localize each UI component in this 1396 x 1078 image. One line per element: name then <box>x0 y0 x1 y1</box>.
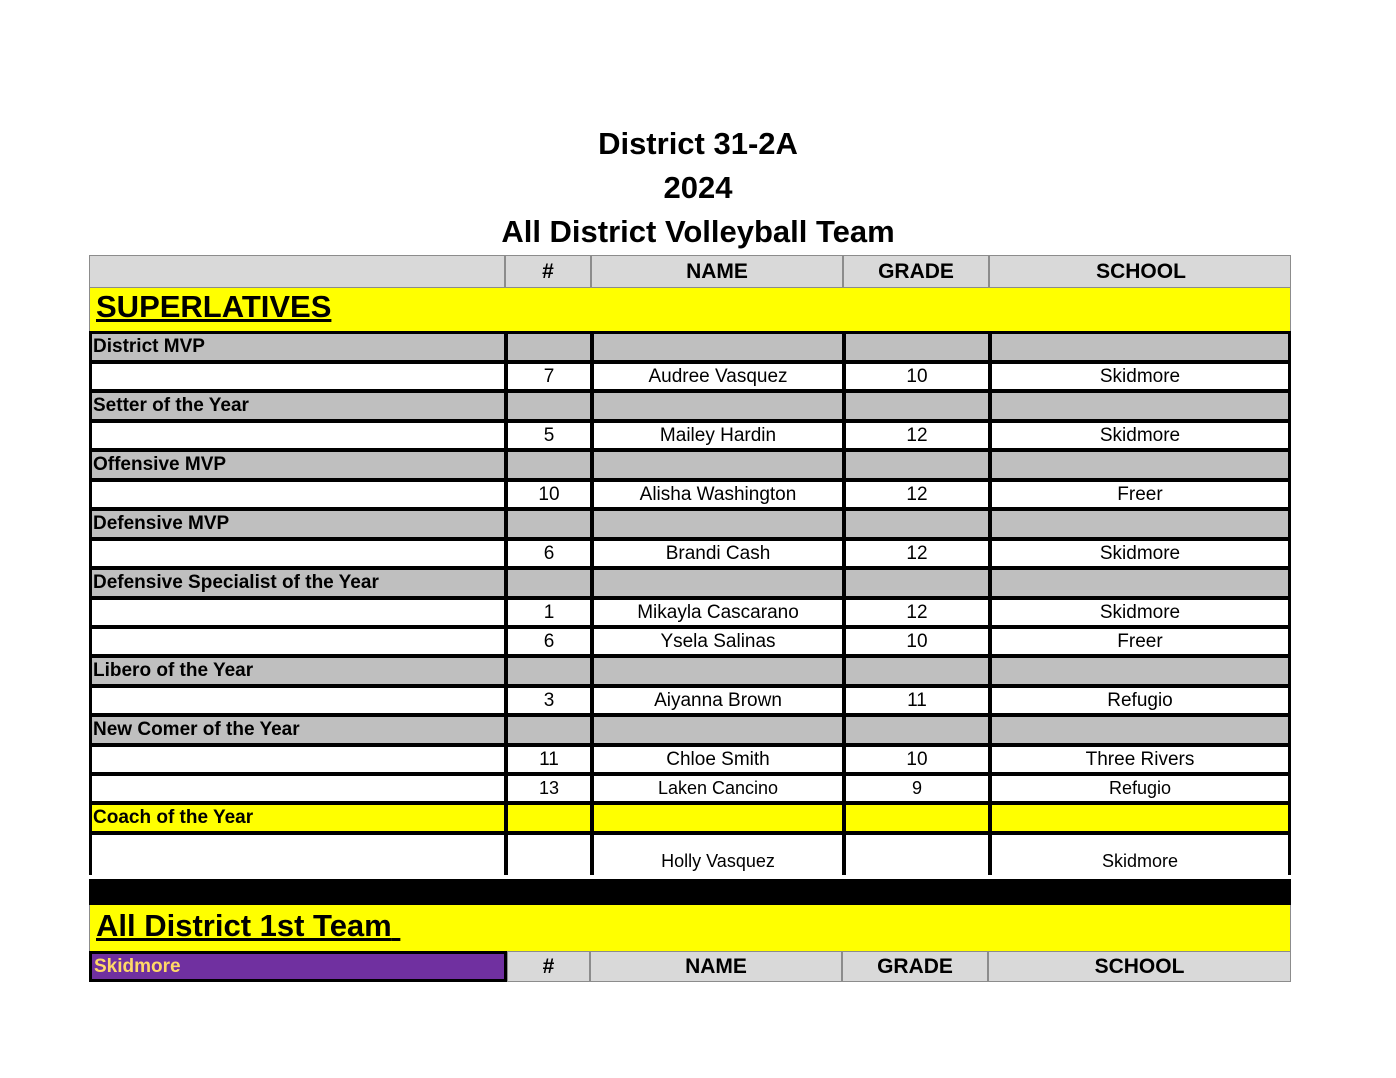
category-label: District MVP <box>92 334 504 360</box>
player-name: Mikayla Cascarano <box>594 600 842 625</box>
category-row <box>92 393 1288 419</box>
volleyball-spreadsheet <box>89 255 1291 982</box>
category-label: Libero of the Year <box>92 658 504 684</box>
player-grade: 12 <box>846 541 988 566</box>
category-blank-cell <box>846 717 988 743</box>
section-divider-bar <box>89 879 1291 905</box>
category-label: Defensive Specialist of the Year <box>92 570 504 596</box>
player-blank-cell <box>92 482 504 507</box>
category-blank-cell <box>992 717 1288 743</box>
player-name: Audree Vasquez <box>594 364 842 389</box>
coach-category-row <box>92 805 1288 831</box>
category-blank-cell <box>508 334 590 360</box>
category-row <box>92 717 1288 743</box>
player-school: Freer <box>992 482 1288 507</box>
player-grade: 10 <box>846 364 988 389</box>
player-blank-cell <box>92 776 504 801</box>
player-number: 11 <box>508 747 590 772</box>
category-blank-cell <box>508 658 590 684</box>
superlatives-banner <box>89 288 1291 331</box>
category-blank-cell <box>508 570 590 596</box>
title-line-district: District 31-2A <box>598 126 798 161</box>
first-team-header-row <box>89 951 1291 982</box>
first-team-header-school: SCHOOL <box>989 951 1291 982</box>
player-blank-cell <box>92 629 504 654</box>
first-team-header-name: NAME <box>591 951 843 982</box>
category-label: Defensive MVP <box>92 511 504 537</box>
player-grade: 11 <box>846 688 988 713</box>
category-blank-cell <box>508 717 590 743</box>
player-number: 13 <box>508 776 590 801</box>
category-blank-cell <box>846 658 988 684</box>
player-name: Brandi Cash <box>594 541 842 566</box>
player-school: Refugio <box>992 776 1288 801</box>
category-row <box>92 334 1288 360</box>
category-blank-cell <box>846 452 988 478</box>
player-row <box>92 541 1288 566</box>
player-school: Three Rivers <box>992 747 1288 772</box>
player-grade: 10 <box>846 629 988 654</box>
player-school: Skidmore <box>992 364 1288 389</box>
category-label: Offensive MVP <box>92 452 504 478</box>
header-blank-cell <box>90 256 506 287</box>
player-number: 1 <box>508 600 590 625</box>
category-blank-cell <box>846 334 988 360</box>
category-blank-cell <box>846 393 988 419</box>
coach-number-cell <box>508 835 590 875</box>
player-number: 7 <box>508 364 590 389</box>
coach-blank-cell <box>846 805 988 831</box>
player-row <box>92 776 1288 801</box>
first-team-banner <box>89 905 1291 951</box>
player-name: Ysela Salinas <box>594 629 842 654</box>
category-blank-cell <box>594 658 842 684</box>
category-row <box>92 570 1288 596</box>
superlatives-block <box>89 331 1291 875</box>
player-school: Freer <box>992 629 1288 654</box>
player-row <box>92 600 1288 625</box>
player-blank-cell <box>92 688 504 713</box>
category-blank-cell <box>594 334 842 360</box>
category-row <box>92 452 1288 478</box>
player-number: 10 <box>508 482 590 507</box>
coach-blank-cell <box>508 805 590 831</box>
player-name: Mailey Hardin <box>594 423 842 448</box>
player-name: Laken Cancino <box>594 776 842 801</box>
player-grade: 9 <box>846 776 988 801</box>
coach-label: Coach of the Year <box>92 805 504 831</box>
coach-blank-cell <box>992 805 1288 831</box>
category-blank-cell <box>992 658 1288 684</box>
category-blank-cell <box>594 393 842 419</box>
category-blank-cell <box>846 511 988 537</box>
coach-row <box>92 835 1288 875</box>
header-grade: GRADE <box>844 256 990 287</box>
category-blank-cell <box>992 511 1288 537</box>
player-number: 6 <box>508 541 590 566</box>
player-grade: 12 <box>846 600 988 625</box>
category-blank-cell <box>594 570 842 596</box>
category-blank-cell <box>594 452 842 478</box>
player-number: 5 <box>508 423 590 448</box>
school-group-label: Skidmore <box>89 951 507 982</box>
category-blank-cell <box>992 334 1288 360</box>
player-blank-cell <box>92 747 504 772</box>
coach-school: Skidmore <box>992 835 1288 875</box>
title-line-year: 2024 <box>663 170 733 205</box>
player-school: Refugio <box>992 688 1288 713</box>
first-team-header-number: # <box>507 951 591 982</box>
category-blank-cell <box>508 511 590 537</box>
player-row <box>92 747 1288 772</box>
player-grade: 12 <box>846 423 988 448</box>
title-line-team: All District Volleyball Team <box>501 214 895 249</box>
player-number: 6 <box>508 629 590 654</box>
player-number: 3 <box>508 688 590 713</box>
player-blank-cell <box>92 541 504 566</box>
category-blank-cell <box>594 511 842 537</box>
player-school: Skidmore <box>992 423 1288 448</box>
category-blank-cell <box>992 393 1288 419</box>
player-name: Alisha Washington <box>594 482 842 507</box>
player-row <box>92 482 1288 507</box>
category-label: New Comer of the Year <box>92 717 504 743</box>
first-team-heading: All District 1st Team <box>96 908 392 943</box>
player-row <box>92 364 1288 389</box>
category-blank-cell <box>992 452 1288 478</box>
category-blank-cell <box>508 452 590 478</box>
player-school: Skidmore <box>992 600 1288 625</box>
player-blank-cell <box>92 364 504 389</box>
player-name: Chloe Smith <box>594 747 842 772</box>
header-number: # <box>506 256 592 287</box>
coach-blank-cell <box>594 805 842 831</box>
category-blank-cell <box>992 570 1288 596</box>
player-blank-cell <box>92 600 504 625</box>
category-blank-cell <box>508 393 590 419</box>
player-name: Aiyanna Brown <box>594 688 842 713</box>
category-label: Setter of the Year <box>92 393 504 419</box>
category-row <box>92 658 1288 684</box>
player-grade: 10 <box>846 747 988 772</box>
category-blank-cell <box>594 717 842 743</box>
first-team-header-grade: GRADE <box>843 951 989 982</box>
coach-name: Holly Vasquez <box>594 835 842 875</box>
header-name: NAME <box>592 256 844 287</box>
superlatives-heading: SUPERLATIVES <box>96 289 332 324</box>
coach-blank-cell <box>92 835 504 875</box>
category-row <box>92 511 1288 537</box>
player-row <box>92 629 1288 654</box>
player-school: Skidmore <box>992 541 1288 566</box>
category-blank-cell <box>846 570 988 596</box>
header-school: SCHOOL <box>1096 259 1186 283</box>
coach-grade-cell <box>846 835 988 875</box>
player-row <box>92 423 1288 448</box>
player-row <box>92 688 1288 713</box>
player-blank-cell <box>92 423 504 448</box>
column-header-row <box>89 255 1291 288</box>
player-grade: 12 <box>846 482 988 507</box>
